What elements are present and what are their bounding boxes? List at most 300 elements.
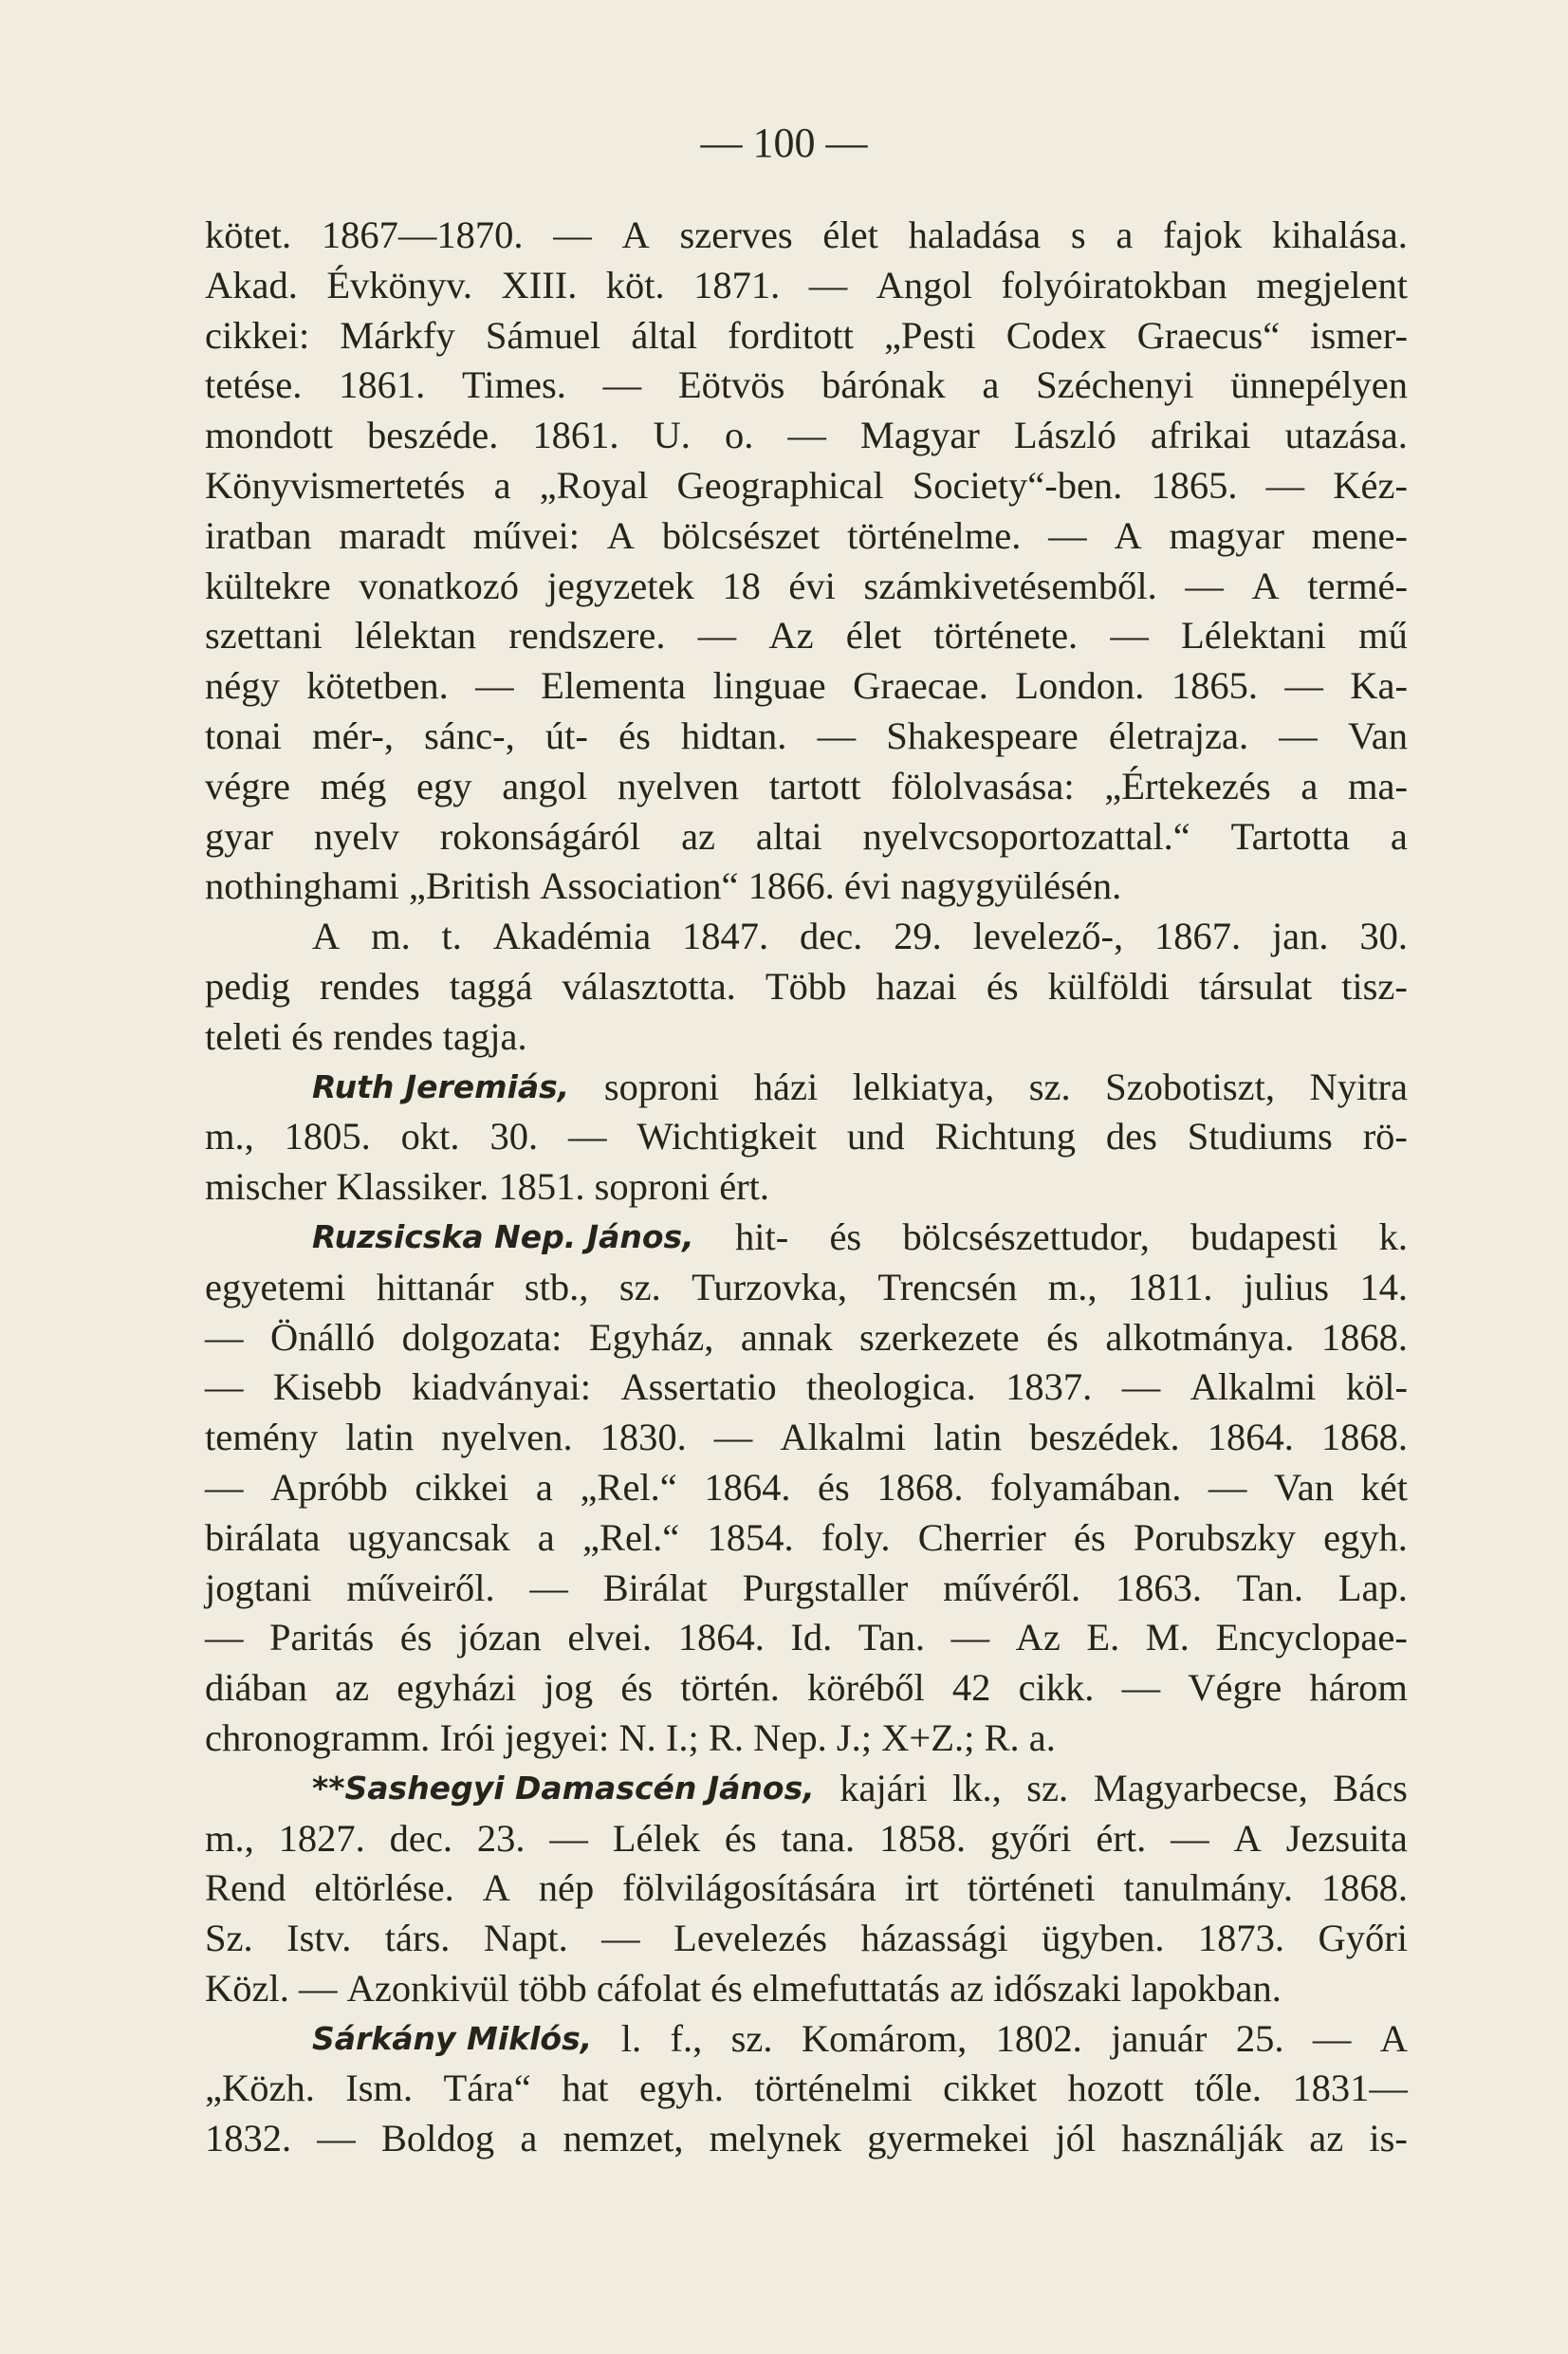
word: Komárom, (801, 2016, 968, 2060)
text-line (205, 1313, 1408, 1363)
word: jan. (1271, 915, 1329, 958)
entry-name: Sárkány Miklós, (312, 2019, 593, 2057)
text-line (205, 762, 1408, 812)
word: 1864. (1207, 1416, 1294, 1459)
word: Tan. (1236, 1566, 1304, 1609)
word: — (1121, 1666, 1161, 1710)
word: Alkalmi (780, 1416, 907, 1459)
word: 25. (1235, 2016, 1284, 2060)
word: élet (845, 614, 902, 658)
word: fölolvasása: (891, 764, 1075, 807)
word: tagja. (442, 1014, 527, 1058)
text-line (205, 611, 1408, 661)
text-line (205, 461, 1408, 511)
word: birálata (205, 1515, 321, 1559)
word: A (606, 513, 636, 557)
word: a. (1028, 1715, 1056, 1759)
word: Porubszky (1133, 1515, 1296, 1559)
word: számkivetésemből. (863, 564, 1157, 607)
word: és (1046, 1315, 1079, 1359)
word: Ka- (1350, 664, 1408, 708)
word: Geographical (676, 463, 884, 507)
word: — (298, 1966, 347, 2010)
word: hozott (1067, 2067, 1164, 2110)
word: tanulmány. (1123, 1866, 1293, 1910)
word: szettani (205, 614, 323, 658)
word: A (1114, 513, 1142, 557)
word: m., (205, 1115, 254, 1158)
word: des (1105, 1115, 1157, 1158)
word: Association“ (540, 864, 748, 908)
word: 1832. (205, 2117, 292, 2160)
word: „Royal (539, 463, 649, 507)
word: 29. (894, 915, 942, 958)
word: jegyzetek (546, 564, 694, 607)
word: művei: (472, 513, 580, 557)
word: levelező-, (972, 915, 1124, 958)
word: Nep. (753, 1715, 837, 1759)
word: lelkiatya, (852, 1065, 995, 1108)
word: Azonkivül (346, 1966, 519, 2010)
word: Society“-ben. (912, 463, 1123, 507)
word: alkotmánya. (1105, 1315, 1295, 1359)
word: kajári (839, 1766, 928, 1809)
word: jól (1055, 2117, 1097, 2160)
text-line (205, 1362, 1408, 1413)
word: a (1116, 213, 1134, 256)
word: egy (416, 764, 472, 807)
word: sz. (730, 2016, 773, 2060)
word: lélektan (354, 614, 477, 658)
word: Graecus“ (1136, 313, 1281, 357)
word: chronogramm. (205, 1715, 440, 1759)
text-line (205, 1463, 1408, 1513)
word: ünnepélyen (1230, 363, 1408, 407)
word: angol (502, 764, 588, 807)
word: A (482, 1866, 510, 1910)
word: „Közh. (205, 2067, 315, 2110)
word: házassági (860, 1917, 1008, 1960)
word: t. (441, 915, 462, 958)
text-line (205, 1564, 1408, 1614)
word: beszéde. (367, 414, 499, 457)
word: beszédek. (1029, 1416, 1180, 1459)
word: Sz. (205, 1917, 253, 1960)
word: Végre (1188, 1666, 1282, 1710)
word: Márkfy (340, 313, 455, 357)
word: egyetemi (205, 1265, 346, 1308)
word: Elementa (541, 664, 687, 708)
word: — (713, 1416, 753, 1459)
word: „Rel.“ (580, 1465, 677, 1509)
word: altai (755, 814, 822, 858)
word: Istv. (286, 1917, 352, 1960)
word: Id. (790, 1616, 833, 1659)
word: 18 (722, 564, 761, 607)
page-number: — 100 — (700, 120, 868, 166)
text-line (205, 2064, 1408, 2114)
text-line (205, 1162, 1408, 1213)
word: ismer- (1310, 313, 1408, 357)
text-line (205, 1513, 1408, 1564)
word: — (1110, 614, 1149, 658)
word: — (529, 1566, 568, 1609)
word: 1868. (876, 1465, 964, 1509)
word: Magyarbecse, (1093, 1766, 1308, 1809)
word: megjelent (1256, 263, 1408, 306)
word: A (1379, 2016, 1408, 2060)
word: rö- (1362, 1115, 1408, 1158)
word: történelme. (847, 513, 1022, 557)
word: 1802. (995, 2016, 1082, 2060)
word: tőle. (1194, 2067, 1262, 2110)
word: nép (538, 1866, 595, 1910)
word: 14. (1359, 1265, 1408, 1308)
word: gyermekei (867, 2117, 1030, 2160)
word: Wichtigkeit (636, 1115, 817, 1158)
word: 1873. (1197, 1917, 1285, 1960)
word: műveiről. (346, 1566, 495, 1609)
word: s (1070, 213, 1086, 256)
word: 1867. (1153, 915, 1242, 958)
word: — (1279, 714, 1318, 757)
word: nothinghami (205, 864, 409, 908)
word: Lap. (1337, 1566, 1408, 1609)
word: a (535, 1465, 553, 1509)
word: józan (458, 1616, 542, 1659)
word: R. (708, 1715, 754, 1759)
word: okt. (400, 1115, 460, 1158)
word: és (724, 1816, 757, 1860)
word: — (950, 1616, 990, 1659)
text-line (205, 1814, 1408, 1864)
word: teleti (205, 1014, 292, 1058)
word: történelmi (754, 2067, 913, 2110)
word: latin (933, 1416, 1003, 1459)
word: társ. (384, 1917, 451, 1960)
word: Ism. (345, 2067, 414, 2110)
word: ügyben. (1042, 1917, 1165, 1960)
word: — (1312, 2016, 1352, 2060)
text-line (205, 912, 1408, 962)
word: cikket (943, 2067, 1038, 2110)
word: kiadványai: (412, 1365, 591, 1409)
word: l. (620, 2016, 642, 2060)
word: — (601, 1917, 640, 1960)
word: lk., (952, 1766, 1002, 1809)
word: Irói (439, 1715, 506, 1759)
word: A (1251, 564, 1280, 607)
word: „Rel.“ (581, 1515, 680, 1559)
word: nagygyülésén. (900, 864, 1122, 908)
word: Akad. (205, 263, 298, 306)
word: sz. (618, 1265, 661, 1308)
word: folyamában. (990, 1465, 1182, 1509)
word: sz. (1026, 1766, 1069, 1809)
word: 1837. (1005, 1365, 1093, 1409)
word: rendes (332, 1014, 443, 1058)
text-line (205, 1863, 1408, 1914)
word: E. (1086, 1616, 1120, 1659)
word: Codex (1005, 313, 1107, 357)
word: a (520, 2117, 538, 2160)
word: Van (1273, 1465, 1334, 1509)
text-line (205, 962, 1408, 1012)
word: o. (724, 414, 754, 457)
word: ma- (1347, 764, 1408, 807)
word: X+Z.; (881, 1715, 985, 1759)
word: nyelven (617, 764, 740, 807)
word: 1866. (747, 864, 844, 908)
text-line (205, 361, 1408, 411)
word: Az (768, 614, 814, 658)
word: rendszere. (508, 614, 666, 658)
word: m., (1047, 1265, 1098, 1308)
word: Évkönyv. (326, 263, 473, 306)
word: 1867—1870. (321, 213, 524, 256)
text-line (205, 2114, 1408, 2164)
word: Kisebb (272, 1365, 382, 1409)
word: nyelven. (441, 1416, 573, 1459)
word: Napt. (483, 1917, 568, 1960)
word: A (621, 213, 650, 256)
text-line (205, 562, 1408, 612)
word: Paritás (269, 1616, 375, 1659)
word: magyar (1169, 513, 1284, 557)
word: — (205, 1616, 244, 1659)
word: köréből (807, 1666, 925, 1710)
word: — (602, 363, 642, 407)
word: elvei. (567, 1616, 653, 1659)
word: julius (1243, 1265, 1329, 1308)
word: und (846, 1115, 905, 1158)
word: Angol (876, 263, 972, 306)
text-line (205, 812, 1408, 862)
word: Studiums (1187, 1115, 1333, 1158)
word: mene- (1311, 513, 1408, 557)
word: London. (1015, 664, 1145, 708)
word: Lélektani (1181, 614, 1326, 658)
word: Győri (1318, 1917, 1408, 1960)
word: hit- (734, 1214, 789, 1258)
word: J.; (836, 1715, 882, 1759)
word: 1868. (1320, 1315, 1408, 1359)
word: január (1111, 2016, 1208, 2060)
word: k. (1378, 1214, 1408, 1258)
word: Purgstaller (742, 1566, 909, 1609)
word: Shakespeare (886, 714, 1079, 757)
word: — (553, 213, 592, 256)
text-line (205, 862, 1408, 912)
word: nemzet, (563, 2117, 684, 2160)
word: 1854. (707, 1515, 794, 1559)
word: Trencsén (877, 1265, 1018, 1308)
word: ugyancsak (347, 1515, 510, 1559)
word: egyh. (638, 2067, 724, 2110)
text-line (205, 1263, 1408, 1313)
word: mondott (205, 414, 334, 457)
word: végre (205, 764, 290, 807)
word: a (1390, 814, 1408, 858)
word: M. (1145, 1616, 1190, 1659)
word: Tan. (858, 1616, 926, 1659)
word: bölcsészettudor, (902, 1214, 1150, 1258)
word: és (829, 1214, 862, 1258)
word: Eötvös (677, 363, 785, 407)
word: a (537, 1515, 555, 1559)
word: 1864. (704, 1465, 791, 1509)
word: linguae (712, 664, 826, 708)
word: 1861. (339, 363, 426, 407)
word: a (982, 363, 1000, 407)
word: soproni (594, 1165, 720, 1209)
word: temény (205, 1416, 319, 1459)
word: haladása (908, 213, 1042, 256)
text-line (205, 712, 1408, 762)
word: jog (544, 1666, 594, 1710)
word: művéről. (943, 1566, 1081, 1609)
word: 30. (489, 1115, 539, 1158)
word: több (518, 1966, 597, 2010)
text-line (205, 211, 1408, 261)
word: „Értekezés (1104, 764, 1271, 807)
word: tetése. (205, 363, 303, 407)
word: mischer (205, 1165, 337, 1209)
word: élet (822, 213, 878, 256)
word: 1851. (498, 1165, 595, 1209)
word: ért. (1096, 1816, 1147, 1860)
word: U. (653, 414, 691, 457)
word: m., (205, 1816, 254, 1860)
text-line (205, 311, 1408, 361)
word: hazai (876, 964, 957, 1008)
word: Klassiker. (336, 1165, 499, 1209)
word: és (618, 714, 651, 757)
word: története. (933, 614, 1079, 658)
word: sz. (1028, 1065, 1071, 1108)
word: is- (1369, 2117, 1408, 2160)
word: köl- (1345, 1365, 1408, 1409)
word: Bács (1333, 1766, 1408, 1809)
word: Sámuel (485, 313, 601, 357)
word: Tára“ (443, 2067, 531, 2110)
word: rokonságáról (439, 814, 641, 858)
text-line (205, 261, 1408, 311)
word: Magyar (859, 414, 980, 457)
word: 1863. (1115, 1566, 1203, 1609)
word: — (567, 1115, 607, 1158)
word: forditott (728, 313, 854, 357)
word: Közl. (205, 1966, 299, 2010)
word: szerves (679, 213, 793, 256)
text-line (205, 1112, 1408, 1162)
word: Graecae. (853, 664, 988, 708)
word: kültekre (205, 564, 331, 607)
word: iratban (205, 513, 312, 557)
word: 1861. (532, 414, 619, 457)
word: diában (205, 1666, 307, 1710)
word: Tartotta (1230, 814, 1351, 858)
word: termé- (1307, 564, 1408, 607)
text-line (205, 1914, 1408, 1964)
word: nyelvcsoportozattal.“ (862, 814, 1190, 858)
word: történeti (967, 1866, 1096, 1910)
word: évi (843, 864, 901, 908)
word: Apróbb (270, 1465, 388, 1509)
word: köt. (605, 263, 665, 306)
word: cáfolat (596, 1966, 711, 2010)
word: életrajza. (1108, 714, 1249, 757)
word: választotta. (562, 964, 736, 1008)
word: lapokban. (1131, 1966, 1282, 2010)
word: hat (562, 2067, 609, 2110)
word: A (312, 915, 341, 958)
word: melynek (709, 2117, 842, 2160)
word: „Pesti (883, 313, 976, 357)
word: 1864. (677, 1616, 765, 1659)
word: tartott (768, 764, 861, 807)
word: 1847. (682, 915, 769, 958)
word: mű (1358, 614, 1408, 658)
word: és (620, 1666, 654, 1710)
word: — (1208, 1465, 1247, 1509)
word: 42 (951, 1666, 991, 1710)
word: cikkei (415, 1465, 509, 1509)
word: Richtung (934, 1115, 1076, 1158)
word: taggá (449, 964, 533, 1008)
word: 1868. (1320, 1416, 1408, 1459)
text-line (205, 1613, 1408, 1663)
word: az (1309, 2117, 1344, 2160)
word: dec. (799, 915, 863, 958)
text-line (205, 2014, 1408, 2065)
word: két (1360, 1465, 1408, 1509)
word: „British (408, 864, 541, 908)
word: rendes (320, 964, 420, 1008)
text-line (205, 511, 1408, 562)
word: László (1013, 414, 1116, 457)
word: Nyitra (1309, 1065, 1408, 1108)
word: ért. (719, 1165, 770, 1209)
word: tana. (781, 1816, 856, 1860)
word: vonatkozó (359, 564, 519, 607)
word: dolgozata: (401, 1315, 563, 1359)
word: cikkei: (205, 313, 310, 357)
word: három (1309, 1666, 1408, 1710)
word: a (1301, 764, 1319, 807)
word: Szobotiszt, (1105, 1065, 1276, 1108)
word: Önálló (269, 1315, 376, 1359)
word: — (205, 1365, 244, 1409)
word: — (808, 263, 848, 306)
word: használják (1121, 2117, 1284, 2160)
text-line (205, 1663, 1408, 1714)
word: házi (753, 1065, 819, 1108)
word: — (1185, 564, 1224, 607)
word: dec. (389, 1816, 452, 1860)
word: jegyei: (505, 1715, 619, 1759)
word: Rend (205, 1866, 286, 1910)
word: és (399, 1616, 433, 1659)
word: N. (618, 1715, 666, 1759)
word: stb., (524, 1265, 589, 1308)
word: mér-, (312, 714, 394, 757)
word: tonai (205, 714, 282, 757)
word: maradt (339, 513, 446, 557)
word: m. (371, 915, 411, 958)
word: folyóiratokban (1001, 263, 1227, 306)
word: és (1073, 1515, 1106, 1559)
